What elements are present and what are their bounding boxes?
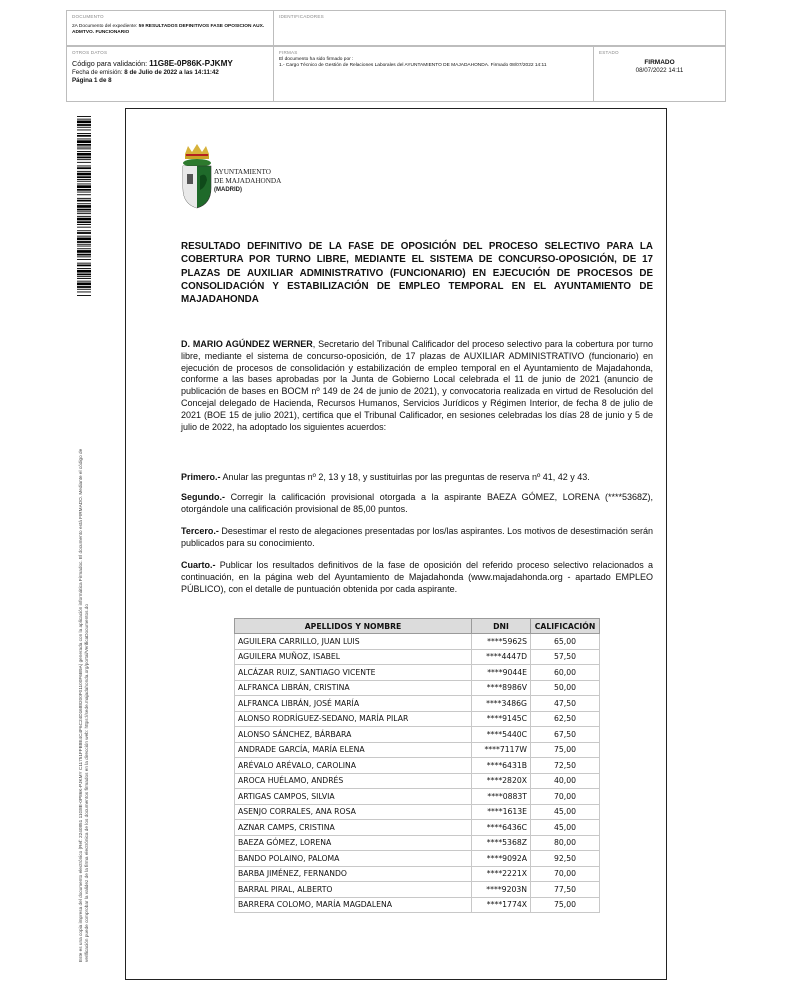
documento-value (72, 24, 268, 36)
cell-dni: ****1774X (472, 897, 531, 913)
acuerdo-label: Primero.- (181, 472, 221, 482)
cell-name: ARÉVALO ARÉVALO, CAROLINA (235, 758, 472, 774)
estado-cell (594, 47, 725, 101)
firmas-label: FIRMAS (279, 50, 298, 55)
cell-dni: ****8986V (472, 680, 531, 696)
codigo-validacion (72, 59, 268, 68)
logo-text (214, 168, 281, 195)
table-row (235, 727, 600, 743)
table-header-row (235, 619, 600, 634)
cell-name: AGUILERA CARRILLO, JUAN LUIS (235, 634, 472, 650)
cell-calificacion: 77,50 (531, 882, 600, 898)
cell-calificacion: 70,00 (531, 789, 600, 805)
table-row (235, 897, 600, 913)
acuerdo-label: Tercero.- (181, 526, 219, 536)
identificadores-cell (274, 11, 725, 45)
estado-label: ESTADO (599, 50, 619, 55)
acuerdo-cuarto (181, 560, 653, 595)
cell-dni: ****0883T (472, 789, 531, 805)
cell-calificacion: 62,50 (531, 711, 600, 727)
table-row (235, 882, 600, 898)
cell-dni: ****9092A (472, 851, 531, 867)
side-text-line1: Este es una copia impresa del documento electrónico (Ref: 2240851 11G8E-0P86K-PJKMY C11751FFB8E4C4F6C24D1688200F01100F6B9A) generada con la aplicación informática Firmadoc. El documento está FIRMADO. Mediante el código de (78, 448, 83, 962)
cell-name: BAEZA GÓMEZ, LORENA (235, 835, 472, 851)
cell-name: ALFRANCA LIBRÁN, CRISTINA (235, 680, 472, 696)
acuerdo-text: Anular las preguntas nº 2, 13 y 18, y sustituirlas por las preguntas de reserva nº 41, 42 y 43. (220, 472, 590, 482)
acuerdo-text: Corregir la calificación provisional otorgada a la aspirante BAEZA GÓMEZ, LORENA (****5368Z), otorgándole una calificación provisional de 85,00 puntos. (181, 492, 653, 514)
table-row (235, 680, 600, 696)
cell-calificacion: 47,50 (531, 696, 600, 712)
cell-calificacion: 72,50 (531, 758, 600, 774)
cell-dni: ****9044E (472, 665, 531, 681)
acuerdo-text: Publicar los resultados definitivos de la fase de oposición del referido proceso selectivo relacionados a continuación, en la página web del Ayuntamiento de Majadahonda (www.majadahonda.org - apartado EMPLEO PÚBLICO), con el detalle de puntuación obtenida por cada aspirante. (181, 560, 653, 594)
cell-name: AZNAR CAMPS, CRISTINA (235, 820, 472, 836)
table-row (235, 866, 600, 882)
cell-dni: ****6436C (472, 820, 531, 836)
firmas-line2: 1.- Cargo Técnico de Gestión de Relaciones Laborales del AYUNTAMIENTO DE MAJADAHONDA. Firmado 08/07/2022 14:11 (279, 63, 547, 69)
table-row (235, 649, 600, 665)
secretary-name: D. MARIO AGÚNDEZ WERNER (181, 339, 313, 349)
acuerdo-text: Desestimar el resto de alegaciones presentadas por los/las aspirantes. Los motivos de desestimación serán publicados para su conocimiento. (181, 526, 653, 548)
logo-line3: (MADRID) (214, 187, 242, 193)
cell-dni: ****5368Z (472, 835, 531, 851)
table-row (235, 665, 600, 681)
table-row (235, 742, 600, 758)
documento-label: DOCUMENTO (72, 14, 104, 19)
cell-name: AROCA HUÉLAMO, ANDRÉS (235, 773, 472, 789)
fecha-emision (72, 69, 268, 76)
table-row (235, 820, 600, 836)
cell-dni: ****5962S (472, 634, 531, 650)
table-row (235, 773, 600, 789)
header-calificacion: CALIFICACIÓN (531, 619, 600, 634)
cell-name: ALCÁZAR RUIZ, SANTIAGO VICENTE (235, 665, 472, 681)
header-dni: DNI (472, 619, 531, 634)
page-count: Página 1 de 8 (72, 77, 112, 84)
cell-calificacion: 75,00 (531, 742, 600, 758)
cell-calificacion: 70,00 (531, 866, 600, 882)
cell-calificacion: 60,00 (531, 665, 600, 681)
table-row (235, 851, 600, 867)
estado-date: 08/07/2022 14:11 (635, 67, 684, 74)
cell-calificacion: 80,00 (531, 835, 600, 851)
cell-calificacion: 57,50 (531, 649, 600, 665)
cell-name: ANDRADE GARCÍA, MARÍA ELENA (235, 742, 472, 758)
cell-dni: ****2221X (472, 866, 531, 882)
emision-prefix: Fecha de emisión: (72, 69, 125, 76)
intro-paragraph (181, 339, 653, 433)
table-row (235, 711, 600, 727)
acuerdo-segundo (181, 492, 653, 516)
acuerdo-label: Cuarto.- (181, 560, 216, 570)
header-row-documento (66, 10, 726, 46)
cell-dni: ****1613E (472, 804, 531, 820)
cell-calificacion: 50,00 (531, 680, 600, 696)
table-body (235, 634, 600, 913)
otros-datos-label: OTROS DATOS (72, 50, 108, 55)
cell-name: ALONSO RODRÍGUEZ-SEDANO, MARÍA PILAR (235, 711, 472, 727)
intro-text: , Secretario del Tribunal Calificador del proceso selectivo para la cobertura por turno libre, mediante el sistema de concurso-oposición, de 17 plazas de AUXILIAR ADMINISTRATIVO (funcionario) en ejecución de procesos de consolidación y estabilización de empleo temporal en el Ayuntamiento de Majadahonda, conforme a las bases aprobadas por la Junta de Gobierno Local celebrada el 11 de junio de 2021 (anuncio de publicación de bases en BOCM nº 149 de 24 de junio de 2021), y convocatoria realizada en virtud de Resolución del Concejal delegado de Hacienda, Recursos Humanos, Servicios Jurídicos y Régimen Interior, de fecha 8 de julio de 2021 (BOE 15 de julio 2021), certifica que el Tribunal Calificador, en sesiones celebradas los días 28 de junio y 5 de julio de 2022, ha adoptado los siguientes acuerdos: (181, 339, 653, 432)
cell-calificacion: 40,00 (531, 773, 600, 789)
cell-dni: ****3486G (472, 696, 531, 712)
firmas-cell (274, 47, 594, 101)
cell-name: ALFRANCA LIBRÁN, JOSÉ MARÍA (235, 696, 472, 712)
acuerdo-label: Segundo.- (181, 492, 225, 502)
document-title: RESULTADO DEFINITIVO DE LA FASE DE OPOSICIÓN DEL PROCESO SELECTIVO PARA LA COBERTURA POR TURNO LIBRE, MEDIANTE EL SISTEMA DE CONCURSO-OPOSICIÓN, DE 17 PLAZAS DE AUXILIAR ADMINISTRATIVO (FUNCIONARIO) EN EJECUCIÓN DE PROCESOS DE CONSOLIDACIÓN Y ESTABILIZACIÓN DE EMPLEO TEMPORAL EN EL AYUNTAMIENTO DE MAJADAHONDA (181, 241, 653, 306)
cell-calificacion: 67,50 (531, 727, 600, 743)
coat-of-arms-icon (180, 144, 214, 210)
cell-name: ARTIGAS CAMPOS, SILVIA (235, 789, 472, 805)
documento-cell (67, 11, 274, 45)
cell-name: AGUILERA MUÑOZ, ISABEL (235, 649, 472, 665)
acuerdo-primero (181, 472, 653, 484)
cell-dni: ****2820X (472, 773, 531, 789)
cell-calificacion: 45,00 (531, 820, 600, 836)
table-row (235, 634, 600, 650)
header-row-datos (66, 46, 726, 102)
table-row (235, 835, 600, 851)
cell-calificacion: 92,50 (531, 851, 600, 867)
cell-dni: ****7117W (472, 742, 531, 758)
logo-line2: DE MAJADAHONDA (214, 177, 282, 185)
cell-dni: ****9145C (472, 711, 531, 727)
estado-box (599, 59, 720, 74)
cell-dni: ****5440C (472, 727, 531, 743)
logo-line1: AYUNTAMIENTO (214, 168, 271, 176)
cell-calificacion: 45,00 (531, 804, 600, 820)
results-table (234, 618, 600, 913)
cell-dni: ****4447D (472, 649, 531, 665)
acuerdo-tercero (181, 526, 653, 550)
table-row (235, 789, 600, 805)
side-text-line2: verificación puede comprobar la validez de la firma electrónica de los documentos firmados en la dirección web: https://sede.majadahonda.org/portal/VerificaDocumentos.do (84, 603, 90, 962)
table-row (235, 804, 600, 820)
cell-calificacion: 65,00 (531, 634, 600, 650)
cell-name: ALONSO SÁNCHEZ, BÁRBARA (235, 727, 472, 743)
cell-name: BANDO POLAINO, PALOMA (235, 851, 472, 867)
table-row (235, 696, 600, 712)
cell-name: BARRAL PIRAL, ALBERTO (235, 882, 472, 898)
firmas-line1: El documento ha sido firmado por : (279, 57, 354, 62)
cell-dni: ****9203N (472, 882, 531, 898)
header-name: APELLIDOS Y NOMBRE (235, 619, 472, 634)
barcode (77, 116, 91, 296)
cell-name: BARBA JIMÉNEZ, FERNANDO (235, 866, 472, 882)
identificadores-label: IDENTIFICADORES (279, 14, 324, 19)
table-row (235, 758, 600, 774)
emision-value: 8 de Julio de 2022 a las 14:11:42 (124, 69, 219, 76)
documento-value-prefix: 2A Documento del expediente: (72, 24, 139, 29)
codigo-value: 11G8E-0P86K-PJKMY (149, 59, 233, 68)
cell-calificacion: 75,00 (531, 897, 600, 913)
cell-name: BARRERA COLOMO, MARÍA MAGDALENA (235, 897, 472, 913)
codigo-prefix: Código para validación: (72, 59, 150, 68)
otros-datos-cell (67, 47, 274, 101)
verification-side-text (78, 302, 90, 962)
estado-value: FIRMADO (644, 59, 675, 66)
cell-name: ASENJO CORRALES, ANA ROSA (235, 804, 472, 820)
cell-dni: ****6431B (472, 758, 531, 774)
documento-value-bold: 59 RESULTADOS DEFINITIVOS FASE OPOSICION AUX. ADMTVO. FUNCIONARIO (72, 24, 265, 35)
